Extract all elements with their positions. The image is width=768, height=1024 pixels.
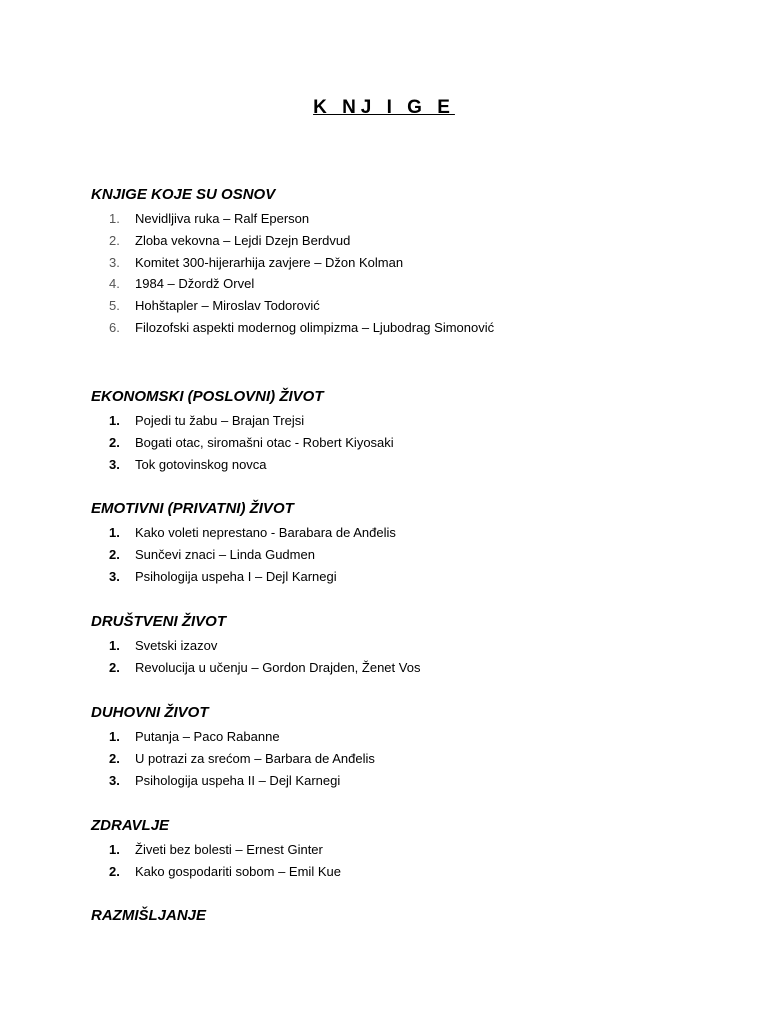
list-item (91, 522, 691, 544)
list-number: 3. (109, 568, 120, 584)
book-title: Zloba vekovna – Lejdi Dzejn Berdvud (135, 232, 351, 248)
book-list (91, 726, 691, 791)
section-emotional-life (91, 499, 691, 587)
book-list (91, 635, 691, 679)
book-title: Revolucija u učenju – Gordon Drajden, Ženet Vos (135, 659, 421, 675)
section-heading: DUHOVNI ŽIVOT (91, 704, 209, 721)
section-economic-life (91, 387, 691, 475)
list-number: 1. (109, 842, 120, 857)
list-number: 2. (109, 232, 120, 248)
list-number: 6. (109, 319, 120, 335)
list-item (91, 454, 691, 476)
list-number: 4. (109, 276, 120, 292)
book-list (91, 208, 691, 339)
book-title: Hohštapler – Miroslav Todorović (135, 298, 320, 314)
book-list (91, 410, 691, 475)
list-number: 1. (109, 729, 120, 744)
list-number: 2. (109, 434, 120, 450)
book-title: Kako gospodariti sobom – Emil Kue (135, 863, 341, 879)
book-title: Tok gotovinskog novca (135, 456, 267, 472)
list-item (91, 726, 691, 748)
list-item (91, 273, 691, 295)
book-title: Sunčevi znaci – Linda Gudmen (135, 546, 315, 562)
list-item (91, 295, 691, 317)
book-title: Putanja – Paco Rabanne (135, 729, 280, 744)
book-title: Bogati otac, siromašni otac - Robert Kiyosaki (135, 434, 394, 450)
list-number: 2. (109, 750, 120, 766)
section-social-life (91, 612, 691, 679)
section-heading: DRUŠTVENI ŽIVOT (91, 613, 227, 630)
list-number: 1. (109, 413, 120, 428)
book-title: Psihologija uspeha II – Dejl Karnegi (135, 772, 341, 788)
list-item (91, 839, 691, 861)
list-item (91, 657, 691, 679)
list-item (91, 635, 691, 657)
section-heading: KNJIGE KOJE SU OSNOV (91, 186, 276, 203)
book-title: Psihologija uspeha I – Dejl Karnegi (135, 568, 337, 584)
list-number: 2. (109, 659, 120, 675)
book-title: Pojedi tu žabu – Brajan Trejsi (135, 413, 305, 428)
list-number: 1. (109, 525, 120, 540)
book-list (91, 839, 691, 883)
list-number: 5. (109, 298, 120, 314)
list-item (91, 317, 691, 339)
list-item (91, 566, 691, 588)
list-item (91, 252, 691, 274)
list-number: 3. (109, 772, 120, 788)
section-thinking (91, 906, 691, 926)
list-item (91, 208, 691, 230)
book-title: Komitet 300-hijerarhija zavjere – Džon Kolman (135, 254, 404, 270)
book-list (91, 522, 691, 587)
list-item (91, 432, 691, 454)
list-number: 2. (109, 863, 120, 879)
section-heading: RAZMIŠLJANJE (91, 907, 207, 924)
book-title: Živeti bez bolesti – Ernest Ginter (135, 842, 323, 857)
section-books-basis (91, 185, 691, 339)
section-heading: EMOTIVNI (PRIVATNI) ŽIVOT (91, 500, 294, 517)
list-item (91, 544, 691, 566)
book-title: Svetski izazov (135, 638, 218, 653)
section-heading: ZDRAVLJE (91, 817, 170, 834)
book-title: Nevidljiva ruka – Ralf Eperson (135, 211, 310, 226)
list-number: 1. (109, 211, 120, 226)
list-item (91, 748, 691, 770)
page-title: K NJ I G E (313, 97, 455, 118)
list-item (91, 230, 691, 252)
list-item (91, 410, 691, 432)
list-item (91, 770, 691, 792)
section-spiritual-life (91, 703, 691, 791)
list-number: 2. (109, 546, 120, 562)
book-title: Filozofski aspekti modernog olimpizma – Ljubodrag Simonović (135, 319, 495, 335)
book-title: Kako voleti neprestano - Barabara de Anđelis (135, 525, 396, 540)
book-title: U potrazi za srećom – Barbara de Anđelis (135, 750, 375, 766)
list-item (91, 861, 691, 883)
section-heading: EKONOMSKI (POSLOVNI) ŽIVOT (91, 388, 324, 405)
list-number: 3. (109, 254, 120, 270)
section-health (91, 816, 691, 883)
list-number: 1. (109, 638, 120, 653)
book-title: 1984 – Džordž Orvel (135, 276, 255, 292)
list-number: 3. (109, 456, 120, 472)
